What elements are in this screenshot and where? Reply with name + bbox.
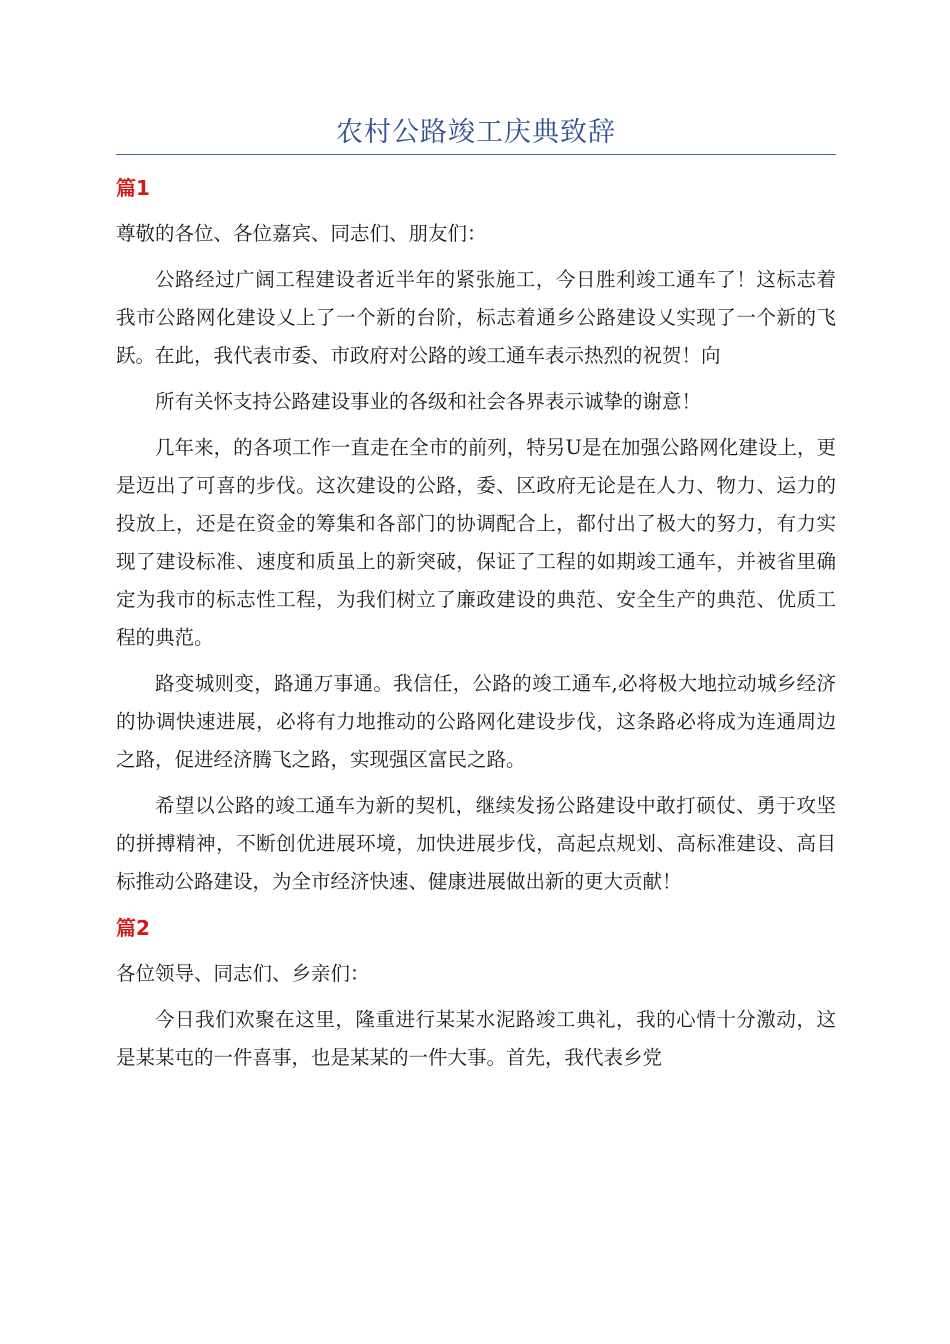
paragraph: 几年来，的各项工作一直走在全市的前列，特另U是在加强公路网化建设上，更是迈出了可喜的步伐。这次建设的公路，委、区政府无论是在人力、物力、运力的投放上，还是在资金的筹集和各部门的协调配合上，都付出了极大的努力，有力实现了建设标准、速度和质虽上的新突破，保证了工程的如期竣工通车，并被省里确定为我市的标志性工程，为我们树立了廉政建设的典范、安全生产的典范、优质工程的典范。 <box>116 436 836 649</box>
section-heading: 篇2 <box>116 916 150 940</box>
paragraph: 希望以公路的竣工通车为新的契机，继续发扬公路建设中敢打硕仗、勇于攻坚的拼搏精神，不断创优进展环境，加快进展步伐，高起点规划、高标准建设、高目标推动公路建设，为全市经济快速、健康进展做出新的更大贡献！ <box>116 794 836 893</box>
document-title: 农村公路竣工庆典致辞 <box>336 117 616 148</box>
title-divider <box>116 154 836 155</box>
paragraph: 路变城则变，路通万事通。我信任，公路的竣工通车,必将极大地拉动城乡经济的协调快速进展，必将有力地推动的公路网化建设步伐，这条路必将成为连通周边之路，促进经济腾飞之路，实现强区富民之路。 <box>116 672 836 771</box>
document-page <box>116 112 836 1085</box>
paragraph: 公路经过广阔工程建设者近半年的紧张施工，今日胜利竣工通车了！这标志着我市公路网化建设乂上了一个新的台阶，标志着通乡公路建设乂实现了一个新的飞跃。在此，我代表市委、市政府对公路的竣工通车表示热烈的祝贺！向 <box>116 268 836 367</box>
section-1 <box>116 173 836 901</box>
section-heading: 篇1 <box>116 176 150 200</box>
paragraph: 所有关怀支持公路建设事业的各级和社会各界表示诚挚的谢意！ <box>155 390 702 413</box>
section-2 <box>116 913 836 1077</box>
salutation: 尊敬的各位、各位嘉宾、同志们、朋友们： <box>116 222 487 245</box>
salutation: 各位领导、同志们、乡亲们： <box>116 962 370 985</box>
paragraph: 今日我们欢聚在这里，隆重进行某某水泥路竣工典礼，我的心情十分激动，这是某某屯的一件喜事，也是某某的一件大事。首先，我代表乡党 <box>116 1008 836 1069</box>
